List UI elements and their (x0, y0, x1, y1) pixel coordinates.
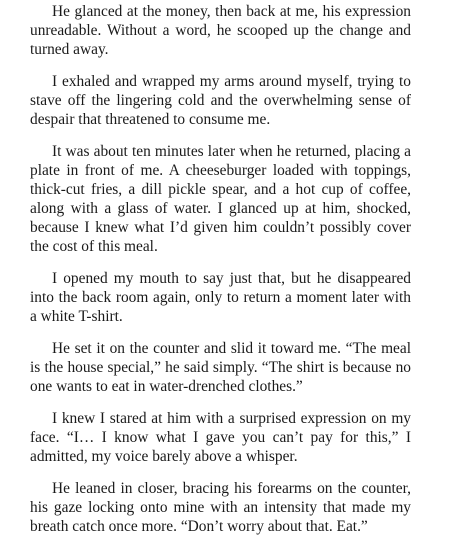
paragraph: I knew I stared at him with a surprised expression on my face. “I… I know what I gave you can’t pay for this,” I admitted, my voice barely above a whisper. (30, 410, 411, 465)
paragraph: He leaned in closer, bracing his forearms on the counter, his gaze locking onto mine with an intensity that made my breath catch once more. “Don’t worry about that. Eat.” (30, 480, 411, 535)
paragraph: It was about ten minutes later when he returned, placing a plate in front of me. A cheeseburger loaded with toppings, thick-cut fries, a dill pickle spear, and a hot cup of coffee, along with a glass of water. I glanced up at him, shocked, because I knew what I’d given him couldn’t possibly cover the cost of this meal. (30, 143, 411, 255)
document-page (30, 2, 411, 536)
paragraph: I opened my mouth to say just that, but he disappeared into the back room again, only to return a moment later with a white T-shirt. (30, 270, 411, 325)
paragraph: He glanced at the money, then back at me, his expression unreadable. Without a word, he scooped up the change and turned away. (30, 3, 411, 58)
paragraph: I exhaled and wrapped my arms around myself, trying to stave off the lingering cold and the overwhelming sense of despair that threatened to consume me. (30, 73, 411, 128)
paragraph: He set it on the counter and slid it toward me. “The meal is the house special,” he said simply. “The shirt is because no one wants to eat in water-drenched clothes.” (30, 340, 411, 395)
